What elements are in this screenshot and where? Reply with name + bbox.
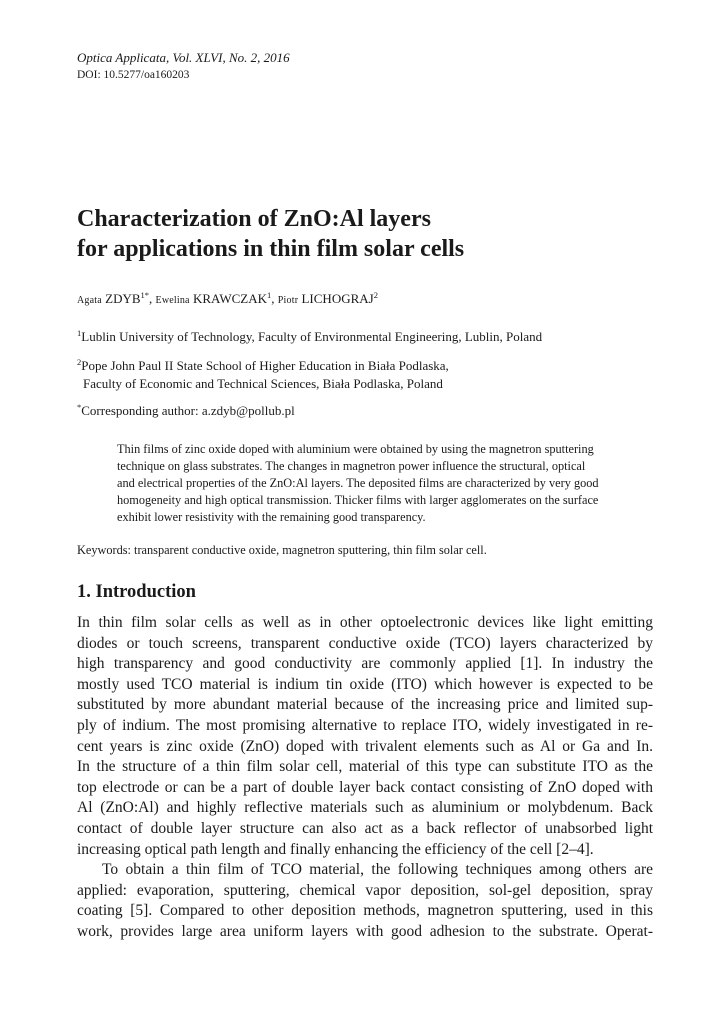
doi: DOI: 10.5277/oa160203: [77, 69, 190, 81]
author-family-name: LICHOGRAJ: [301, 291, 374, 306]
body-line: ply of indium. The most promising alternative to replace ITO, widely investigated in re-: [77, 716, 653, 734]
corresponding-author: [77, 402, 295, 420]
abstract-line: exhibit lower resistivity with the remaining good transparency.: [117, 510, 426, 524]
author-list: Agata $ZDYB^{1*}$, Ewelina KRAWCZAK$^1$, Piotr LICHOGRAJ$^2$: [77, 290, 378, 306]
affiliation-1: [77, 328, 542, 346]
paper-title: [77, 204, 677, 264]
affiliation-mark: 2: [77, 357, 82, 367]
body-line: diodes or touch screens, transparent conductive oxide (TCO) layers characterized by: [77, 634, 653, 652]
body-line: applied: evaporation, sputtering, chemical vapor deposition, sol-gel deposition, spray: [77, 881, 653, 899]
journal-citation: Optica Applicata, Vol. XLVI, No. 2, 2016: [77, 50, 290, 65]
title-line: for applications in thin film solar cells: [77, 236, 465, 262]
author-given-name: Ewelina: [155, 295, 190, 306]
affiliation-mark: *: [77, 402, 82, 412]
abstract-line: and electrical properties of the ZnO:Al layers. The deposited films are characterized by very good: [117, 476, 599, 490]
body-line: mostly used TCO material is indium tin oxide (ITO) which however is expected to be: [77, 675, 653, 693]
affiliation-text: Lublin University of Technology, Faculty of Environmental Engineering, Lublin, Poland: [81, 329, 543, 344]
title-line: Characterization of ZnO:Al layers: [77, 206, 431, 232]
corresponding-email: Corresponding author: a.zdyb@pollub.pl: [81, 403, 295, 418]
affiliation-text: Faculty of Economic and Technical Sciences, Biała Podlaska, Poland: [83, 376, 443, 391]
author-affiliation-mark: 1*: [140, 290, 150, 300]
body-line: increasing optical path length and finally enhancing the efficiency of the cell [2–4].: [77, 840, 594, 858]
body-line: To obtain a thin film of TCO material, the following techniques among others are: [102, 861, 653, 879]
affiliation-2: [77, 357, 449, 393]
body-line: In thin film solar cells as well as in other optoelectronic devices like light emitting: [77, 614, 653, 631]
affiliation-text: Pope John Paul II State School of Higher Education in Biała Podlaska,: [81, 358, 449, 373]
body-line: In the structure of a thin film solar cell, material of this type can substitute ITO as the: [77, 758, 653, 776]
body-line: contact of double layer structure can also act as a back reflector of unabsorbed light: [77, 819, 653, 837]
body-line: coating [5]. Compared to other deposition methods, magnetron sputtering, used in this: [77, 902, 653, 920]
author-family-name: ZDYB: [105, 291, 141, 306]
abstract-line: Thin films of zinc oxide doped with aluminium were obtained by using the magnetron sputtering: [117, 442, 594, 456]
author-affiliation-mark: 2: [373, 290, 378, 300]
author-affiliation-mark: 1: [267, 290, 272, 300]
body-line: top electrode or can be a part of double layer back contact consisting of ZnO doped with: [77, 778, 653, 796]
body-line: Al (ZnO:Al) and highly reflective materials such as aluminium or molybdenum. Back: [77, 799, 653, 817]
abstract-line: technique on glass substrates. The changes in magnetron power influence the structural, optical: [117, 459, 586, 473]
author-family-name: KRAWCZAK: [192, 291, 268, 306]
affiliation-mark: 1: [77, 328, 82, 338]
section-heading: 1. Introduction: [77, 582, 196, 602]
abstract-line: homogeneity and high optical transmission. Thicker films with larger agglomerates on the surface: [117, 493, 599, 507]
body-line: high transparency and good conductivity are commonly applied [1]. In industry the: [77, 655, 653, 673]
body-line: work, provides large area uniform layers with good adhesion to the substrate. Operat-: [77, 922, 653, 940]
author-given-name: Piotr: [277, 295, 299, 306]
body-line: cent years is zinc oxide (ZnO) doped with trivalent elements such as Al or Ga and In.: [77, 737, 653, 755]
keywords: Keywords: transparent conductive oxide, magnetron sputtering, thin film solar cell.: [77, 543, 487, 557]
author-given-name: Agata: [77, 295, 102, 306]
body-line: substituted by more abundant material because of the increasing price and limited sup-: [77, 696, 653, 714]
abstract: [117, 441, 653, 526]
section-body: [77, 613, 653, 943]
